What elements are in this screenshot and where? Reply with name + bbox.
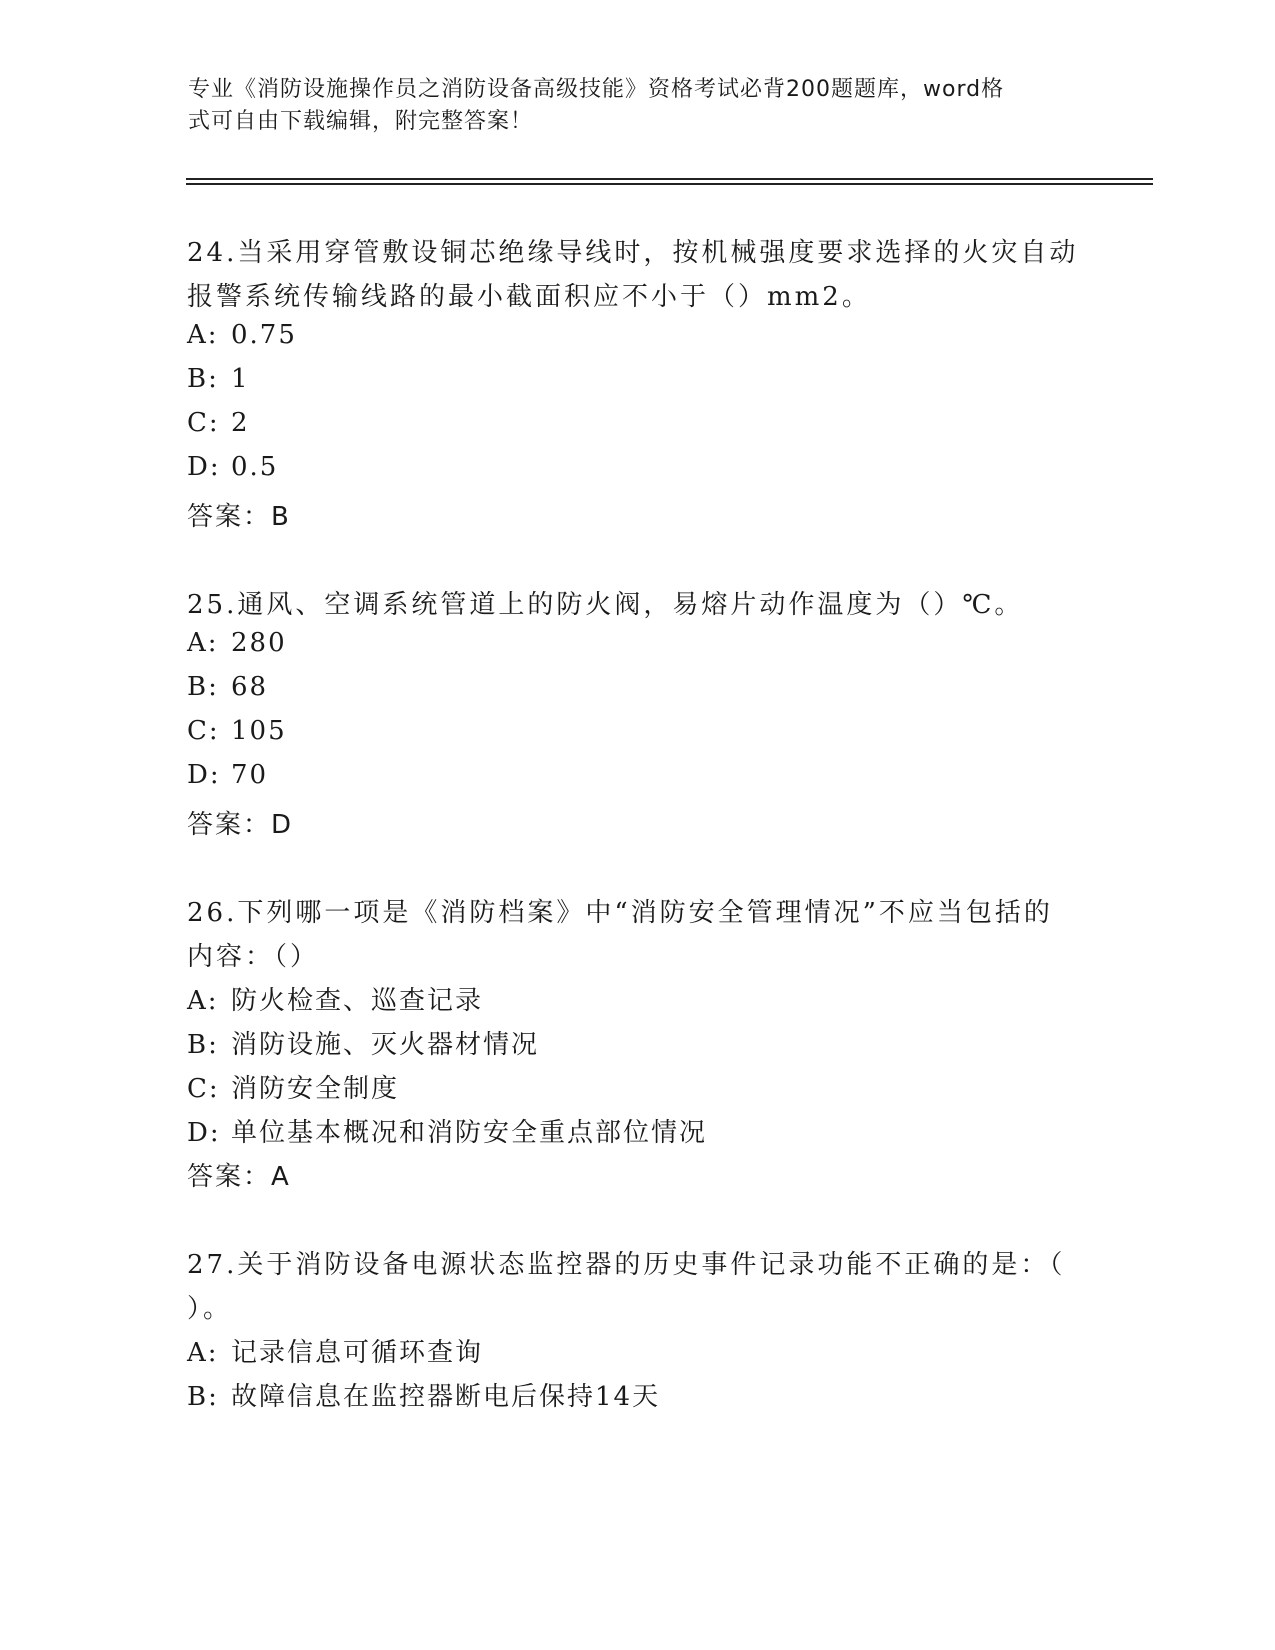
question-stem-line: 24.当采用穿管敷设铜芯绝缘导线时，按机械强度要求选择的火灾自动 <box>187 238 1079 268</box>
option-b <box>187 1024 539 1061</box>
option-b <box>187 672 268 702</box>
option-text: 单位基本概况和消防安全重点部位情况 <box>231 1118 708 1148</box>
option-b <box>187 1376 660 1413</box>
option-text: 故障信息在监控器断电后保持14天 <box>231 1382 661 1412</box>
option-c <box>187 408 250 438</box>
option-key: B: <box>187 672 219 702</box>
option-key: D: <box>187 452 221 482</box>
option-text: 防火检查、巡查记录 <box>231 986 484 1016</box>
header-divider-top <box>186 178 1153 180</box>
option-text: 70 <box>231 760 269 790</box>
question-stem-line: 25.通风、空调系统管道上的防火阀，易熔片动作温度为（）℃。 <box>187 590 1024 620</box>
question-stem-line: ）。 <box>187 1294 233 1324</box>
option-key: C: <box>187 716 220 746</box>
question-stem-line: 27.关于消防设备电源状态监控器的历史事件记录功能不正确的是：（ <box>187 1250 1066 1280</box>
option-a <box>187 320 297 350</box>
option-d <box>187 452 278 482</box>
document-header <box>188 74 1068 138</box>
question-stem-line: 26.下列哪一项是《消防档案》中“消防安全管理情况”不应当包括的 <box>187 898 1053 928</box>
header-line-2: 式可自由下载编辑，附完整答案！ <box>188 109 534 134</box>
option-a <box>187 980 483 1017</box>
option-key: A: <box>187 320 219 350</box>
option-key: B: <box>187 1030 219 1060</box>
option-b <box>187 364 250 394</box>
question-stem-line: 报警系统传输线路的最小截面积应不小于（）mm2。 <box>187 282 871 312</box>
option-key: B: <box>187 364 219 394</box>
option-key: D: <box>187 1118 221 1148</box>
option-text: 消防安全制度 <box>231 1074 400 1104</box>
question-stem-line: 内容：（） <box>187 942 320 972</box>
header-line-1: 专业《消防设施操作员之消防设备高级技能》资格考试必背200题题库，word格 <box>188 77 1005 102</box>
option-text: 68 <box>231 672 269 702</box>
answer-label: 答案：A <box>187 1162 291 1192</box>
answer-label: 答案：D <box>187 810 294 840</box>
option-key: A: <box>187 986 219 1016</box>
option-text: 0.75 <box>231 320 297 350</box>
option-key: C: <box>187 1074 220 1104</box>
option-text: 105 <box>231 716 287 746</box>
option-c <box>187 1068 399 1105</box>
option-a <box>187 1332 483 1369</box>
option-a <box>187 628 287 658</box>
header-divider-bottom <box>186 183 1153 185</box>
option-text: 280 <box>231 628 287 658</box>
option-key: C: <box>187 408 220 438</box>
option-key: A: <box>187 628 219 658</box>
answer-label: 答案：B <box>187 502 291 532</box>
option-key: A: <box>187 1338 219 1368</box>
option-key: D: <box>187 760 221 790</box>
option-text: 记录信息可循环查询 <box>231 1338 484 1368</box>
option-d <box>187 1112 707 1149</box>
option-text: 0.5 <box>231 452 279 482</box>
option-c <box>187 716 287 746</box>
option-key: B: <box>187 1382 219 1412</box>
option-text: 2 <box>231 408 250 438</box>
option-d <box>187 760 268 790</box>
option-text: 1 <box>231 364 250 394</box>
option-text: 消防设施、灭火器材情况 <box>231 1030 540 1060</box>
